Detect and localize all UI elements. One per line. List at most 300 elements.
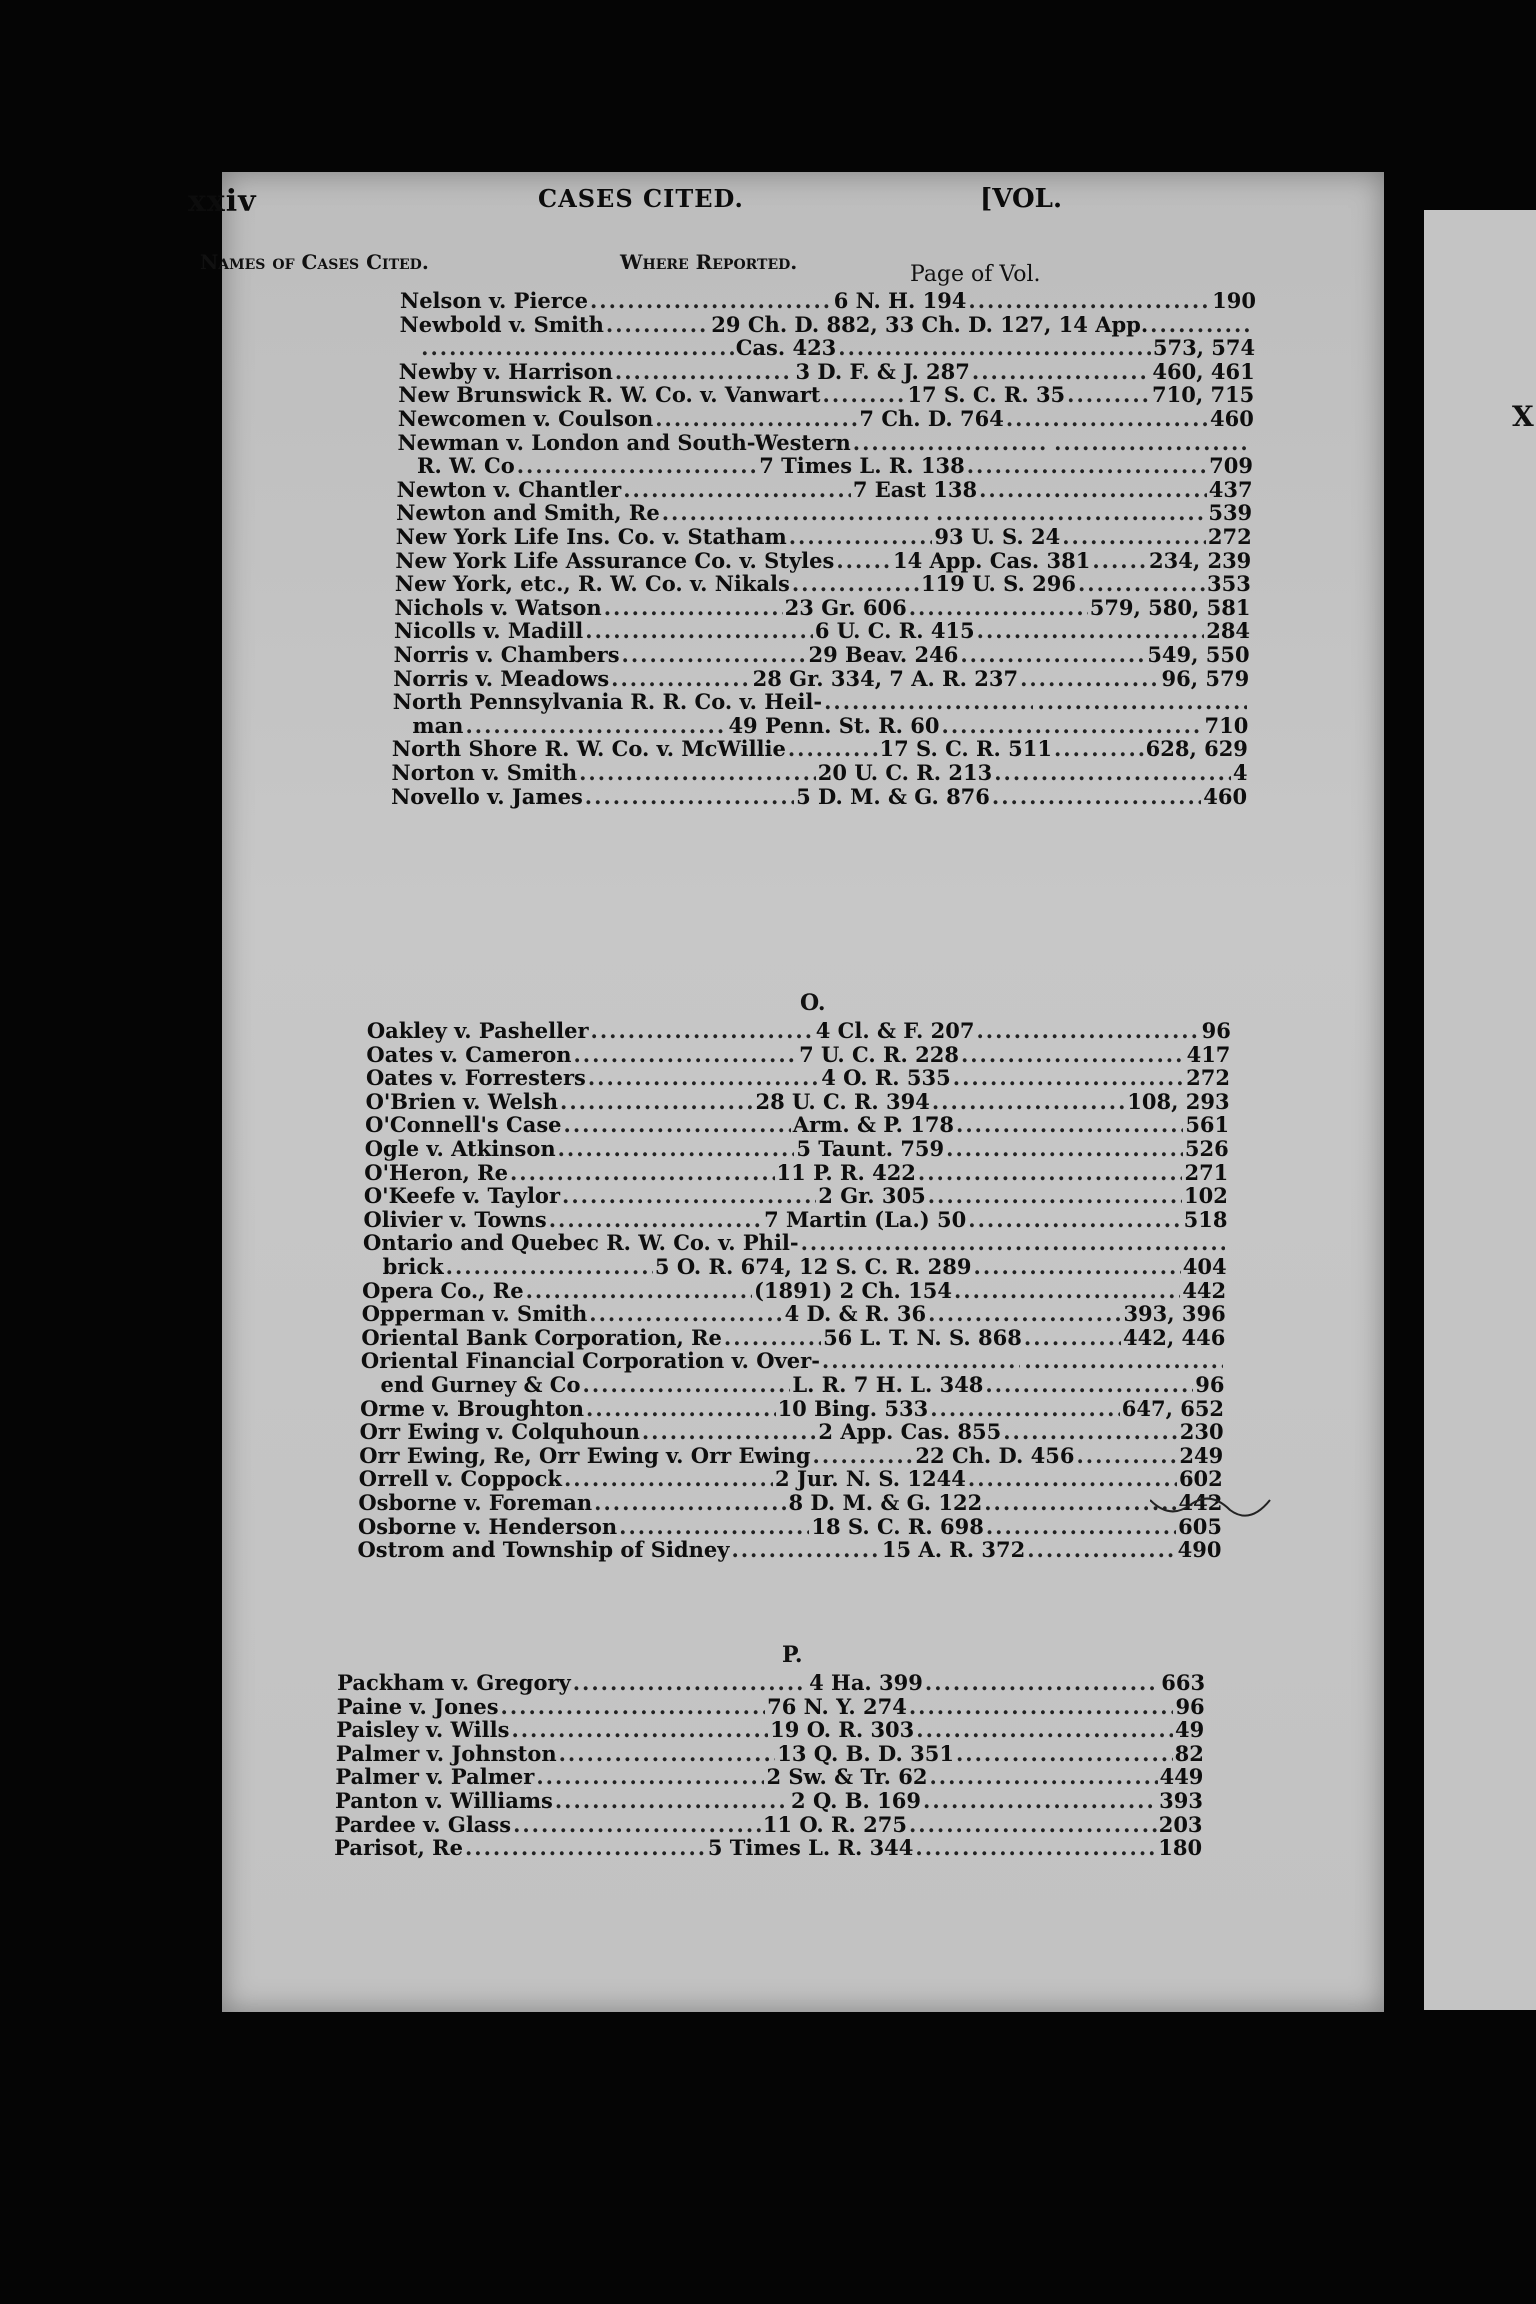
case-name: New York, etc., R. W. Co. v. Nikals [394, 571, 790, 597]
case-name: Newbold v. Smith [399, 311, 604, 337]
leader-dots [564, 1466, 773, 1491]
leader-dots [559, 1741, 776, 1766]
leader-dots [1027, 1537, 1175, 1562]
case-reference: 15 A. R. 372 [881, 1537, 1026, 1563]
leader-dots [968, 1466, 1177, 1491]
leader-dots [1054, 736, 1144, 761]
case-reference: 2 Sw. & Tr. 62 [766, 1764, 928, 1790]
leader-dots [583, 1372, 791, 1397]
leader-dots [801, 1230, 1011, 1255]
case-reference-continued: Cas. 423 [735, 335, 837, 361]
case-entry-row [337, 1694, 1205, 1718]
case-reference-continued: 7 Times L. R. 138 [759, 453, 965, 479]
case-entry-row [362, 1278, 1226, 1302]
case-name: Packham v. Gregory [337, 1670, 571, 1695]
case-page-number: 460 [1210, 406, 1254, 431]
case-name: Newby v. Harrison [398, 358, 613, 384]
case-entry-row [400, 312, 1256, 336]
case-reference: 17 S. C. R. 511 [879, 736, 1052, 762]
case-page-number: 96 [1175, 1693, 1205, 1719]
case-name: Paine v. Jones [336, 1693, 499, 1719]
case-entry-row [397, 430, 1253, 454]
case-name: O'Brien v. Welsh [365, 1088, 559, 1114]
case-page-number: 82 [1174, 1740, 1204, 1766]
case-page-number: 561 [1185, 1112, 1230, 1138]
leader-dots [465, 713, 726, 738]
case-reference: 4 Ha. 399 [809, 1670, 923, 1695]
leader-dots [1024, 1348, 1222, 1373]
leader-dots [558, 1136, 795, 1161]
leader-dots [662, 500, 932, 525]
leader-dots [604, 595, 783, 620]
leader-dots [985, 1372, 1193, 1397]
section-letter: P. [782, 1642, 803, 1668]
case-entry-row [397, 477, 1253, 501]
case-entry-row [336, 1741, 1204, 1765]
leader-dots [968, 288, 1210, 313]
case-name: Osborne v. Foreman [358, 1490, 593, 1515]
case-reference: 20 U. C. R. 213 [817, 760, 993, 785]
leader-dots [536, 1764, 764, 1789]
case-name: Olivier v. Towns [363, 1206, 547, 1232]
leader-dots [623, 477, 851, 502]
column-header-page: Page of Vol. [910, 262, 1041, 287]
case-reference: 29 Beav. 246 [808, 642, 959, 667]
case-entry-row [398, 382, 1254, 406]
leader-dots [972, 359, 1151, 384]
case-name: Panton v. Williams [335, 1788, 553, 1813]
leader-dots [853, 430, 1050, 455]
case-entry-continuation [383, 1254, 1227, 1278]
leader-dots [446, 1254, 653, 1279]
case-entry-row [358, 1490, 1222, 1514]
leader-dots [824, 689, 1033, 714]
leader-dots [928, 1183, 1182, 1208]
case-entry-row [361, 1325, 1225, 1349]
leader-dots [956, 1741, 1173, 1766]
leader-dots [585, 618, 813, 643]
leader-dots [615, 359, 794, 384]
case-entry-row [335, 1812, 1203, 1836]
case-name: Newton v. Chantler [396, 476, 622, 502]
case-reference: 5 D. M. & G. 876 [796, 783, 990, 809]
case-entry-row [366, 1089, 1230, 1113]
leader-dots [977, 618, 1205, 643]
case-entry-row [367, 1018, 1231, 1042]
case-name-continued: end Gurney & Co [380, 1372, 581, 1397]
leader-dots [590, 288, 832, 313]
case-entry-row [359, 1466, 1223, 1490]
case-page-number: 353 [1207, 571, 1251, 597]
case-name: Parisot, Re [334, 1835, 463, 1861]
pencil-scribble [1150, 1480, 1330, 1540]
leader-dots [1037, 689, 1246, 714]
case-name: Oriental Bank Corporation, Re [361, 1324, 722, 1350]
case-name: O'Keefe v. Taylor [363, 1183, 561, 1209]
case-entry-row [335, 1788, 1203, 1812]
leader-dots [956, 1112, 1183, 1137]
case-name: Opperman v. Smith [361, 1301, 588, 1327]
leader-dots [526, 1278, 752, 1303]
facing-page-header: X [1512, 400, 1534, 433]
section-letter: O. [800, 990, 826, 1016]
case-entry-row [358, 1537, 1222, 1561]
case-page-number: 417 [1186, 1041, 1231, 1067]
column-header-names: Names of Cases Cited. [200, 250, 429, 274]
case-page-number: 549, 550 [1147, 642, 1250, 667]
case-reference: 2 Jur. N. S. 1244 [775, 1466, 966, 1492]
case-reference: 76 N. Y. 274 [767, 1693, 907, 1719]
case-entry-row [395, 571, 1251, 595]
leader-dots [925, 1670, 1159, 1695]
leader-dots [967, 453, 1207, 478]
case-reference: 2 Gr. 305 [818, 1183, 926, 1209]
case-reference: 22 Ch. D. 456 [915, 1442, 1075, 1468]
leader-dots [564, 1112, 791, 1137]
leader-dots [1006, 406, 1208, 431]
case-page-number: 284 [1206, 618, 1251, 644]
case-name: Ontario and Quebec R. W. Co. v. Phil- [363, 1230, 799, 1256]
case-reference: 7 Martin (La.) 50 [764, 1206, 967, 1232]
case-page-number: 4 [1232, 760, 1248, 785]
case-name: Nelson v. Pierce [400, 288, 588, 313]
leader-dots [923, 1788, 1157, 1813]
case-entry-row [362, 1301, 1226, 1325]
case-entry-continuation [412, 713, 1248, 737]
case-reference: 18 S. C. R. 698 [811, 1513, 984, 1539]
case-reference: 23 Gr. 606 [784, 594, 907, 620]
case-page-number: 449 [1159, 1764, 1204, 1790]
leader-dots [918, 1160, 1183, 1185]
leader-dots [642, 1419, 817, 1444]
leader-dots [936, 500, 1206, 525]
leader-dots [928, 1301, 1121, 1326]
leader-dots [1015, 1230, 1225, 1255]
case-page-number-continued: 710 [1204, 712, 1249, 738]
case-entry-row [366, 1065, 1230, 1089]
leader-dots [909, 595, 1088, 620]
case-name: Palmer v. Palmer [335, 1764, 535, 1790]
case-page-number: 442, 446 [1123, 1324, 1226, 1350]
case-reference: 11 O. R. 275 [762, 1811, 907, 1837]
case-reference: 11 P. R. 422 [776, 1159, 916, 1185]
case-entry-row [363, 1207, 1227, 1231]
case-page-number: 647, 652 [1121, 1395, 1225, 1421]
leader-dots [930, 1396, 1120, 1421]
case-name: Novello v. James [391, 783, 583, 809]
case-reference: 4 Cl. & F. 207 [815, 1018, 975, 1043]
case-reference: 56 L. T. N. S. 868 [823, 1324, 1022, 1350]
case-entry-row [393, 689, 1249, 713]
case-page-number: 96 [1201, 1018, 1231, 1043]
case-page-number: 203 [1158, 1811, 1203, 1837]
case-page-number: 190 [1212, 288, 1256, 313]
case-page-number: 710, 715 [1151, 382, 1255, 408]
case-name: Orme v. Broughton [360, 1395, 585, 1421]
leader-dots [591, 1018, 814, 1043]
case-name: Newman v. London and South-Western [397, 429, 851, 455]
case-reference: 29 Ch. D. 882, 33 Ch. D. 127, 14 App. [711, 311, 1149, 337]
case-entry-row [398, 406, 1254, 430]
leader-dots [517, 453, 757, 478]
case-entry-row [392, 760, 1248, 784]
leader-dots [822, 1348, 1020, 1373]
case-entry-row [364, 1160, 1228, 1184]
case-entry-row [396, 524, 1252, 548]
case-page-number: 272 [1207, 524, 1252, 549]
leader-dots [573, 1042, 797, 1067]
leader-dots [606, 312, 709, 337]
leader-dots [961, 1042, 1185, 1067]
case-page-number: 526 [1184, 1136, 1229, 1161]
leader-dots [586, 1396, 776, 1421]
leader-dots [724, 1325, 821, 1350]
case-entry-row [399, 359, 1255, 383]
case-entry-row [400, 288, 1256, 312]
case-reference: 4 O. R. 535 [821, 1065, 951, 1091]
leader-dots [589, 1301, 782, 1326]
leader-dots [838, 335, 1151, 360]
case-page-number: 442 [1178, 1490, 1223, 1515]
case-entry-row [336, 1717, 1204, 1741]
case-entry-continuation [417, 453, 1253, 477]
case-reference: 93 U. S. 24 [934, 524, 1061, 549]
case-reference: 14 App. Cas. 381 [892, 547, 1091, 573]
case-page-number-continued: 404 [1182, 1254, 1227, 1279]
case-name: Ostrom and Township of Sidney [357, 1537, 730, 1563]
case-name: New Brunswick R. W. Co. v. Vanwart [398, 382, 821, 408]
leader-dots [511, 1717, 768, 1742]
case-page-number: 579, 580, 581 [1089, 594, 1251, 620]
case-page-number-continued: 573, 574 [1152, 335, 1256, 361]
case-name: O'Heron, Re [364, 1159, 508, 1185]
case-name: Opera Co., Re [362, 1277, 524, 1303]
case-name-continued: man [412, 712, 464, 738]
case-page-number: 393 [1159, 1788, 1203, 1813]
case-name: Newcomen v. Coulson [397, 406, 654, 431]
case-reference: 3 D. F. & J. 287 [795, 358, 970, 384]
case-entry-row [365, 1136, 1229, 1160]
case-page-number: 271 [1184, 1159, 1229, 1185]
case-page-number: 249 [1179, 1442, 1224, 1468]
case-name: Pardee v. Glass [334, 1811, 512, 1837]
leader-dots [932, 1089, 1125, 1114]
case-name: Osborne v. Henderson [357, 1513, 618, 1539]
leader-dots [555, 1788, 789, 1813]
case-page-number: 605 [1178, 1513, 1222, 1539]
case-page-number: 96, 579 [1161, 665, 1250, 691]
leader-dots [611, 666, 750, 691]
leader-dots [942, 713, 1203, 738]
leader-dots [823, 382, 906, 407]
case-page-number: 602 [1178, 1466, 1223, 1492]
case-reference: 5 Taunt. 759 [796, 1136, 945, 1161]
case-entry-row [392, 736, 1248, 760]
leader-dots [909, 1694, 1174, 1719]
case-page-number: 272 [1186, 1065, 1230, 1091]
case-reference-continued: 49 Penn. St. R. 60 [728, 712, 940, 738]
case-page-number: 518 [1183, 1206, 1228, 1232]
case-reference: 19 O. R. 303 [770, 1717, 915, 1743]
leader-dots [619, 1514, 809, 1539]
case-name: Orr Ewing v. Colquhoun [359, 1419, 640, 1445]
case-name: Nicolls v. Madill [394, 618, 584, 644]
case-name: Norris v. Chambers [393, 642, 620, 667]
case-entry-row [394, 618, 1250, 642]
case-name: North Pennsylvania R. R. Co. v. Heil- [392, 689, 823, 715]
case-entry-row [335, 1764, 1203, 1788]
leader-dots [792, 571, 919, 596]
case-page-number-continued: 96 [1195, 1372, 1225, 1397]
case-entry-row [334, 1835, 1202, 1859]
leader-dots [946, 1136, 1183, 1161]
leader-dots [622, 642, 807, 667]
leader-dots [1092, 548, 1147, 573]
leader-dots [1076, 1443, 1177, 1468]
case-name-continued: R. W. Co [417, 453, 515, 479]
leader-dots [1020, 666, 1159, 691]
page-title: CASES CITED. [538, 184, 744, 213]
case-reference: Arm. & P. 178 [792, 1112, 955, 1138]
case-entry-row [396, 500, 1252, 524]
case-reference: 13 Q. B. D. 351 [777, 1740, 954, 1766]
leader-dots [465, 1835, 706, 1860]
case-reference-continued: L. R. 7 H. L. 348 [792, 1372, 984, 1397]
leader-dots [1067, 382, 1150, 407]
case-reference: 4 D. & R. 36 [784, 1301, 927, 1327]
case-page-number: 442 [1182, 1277, 1227, 1303]
case-entry-row [393, 666, 1249, 690]
leader-dots [655, 406, 857, 431]
case-page-number: 490 [1177, 1537, 1222, 1563]
case-entry-continuation [419, 335, 1255, 359]
case-entry-row [364, 1183, 1228, 1207]
case-name: Norris v. Meadows [393, 665, 610, 691]
leader-dots [984, 1490, 1176, 1515]
page-number: xxiv [188, 184, 257, 219]
leader-dots [789, 524, 933, 549]
case-name: Ogle v. Atkinson [364, 1136, 556, 1161]
case-name: Oriental Financial Corporation v. Over- [360, 1348, 820, 1374]
leader-dots [513, 1812, 761, 1837]
leader-dots [915, 1835, 1156, 1860]
case-entry-row [363, 1230, 1227, 1254]
column-header-reported: Where Reported. [620, 250, 798, 274]
case-page-number: 539 [1208, 500, 1253, 526]
case-entry-row [358, 1514, 1222, 1538]
case-page-number: 437 [1208, 476, 1253, 502]
leader-dots [929, 1764, 1157, 1789]
case-page-number: 180 [1158, 1835, 1203, 1861]
leader-dots [549, 1207, 762, 1232]
case-reference: 6 U. C. R. 415 [814, 618, 975, 644]
case-reference: 7 Ch. D. 764 [859, 406, 1004, 431]
case-page-number: 230 [1179, 1419, 1224, 1445]
case-page-number: 460, 461 [1152, 358, 1255, 384]
case-entry-row [395, 548, 1251, 572]
leader-dots [573, 1670, 807, 1695]
case-name: O'Connell's Case [365, 1112, 562, 1138]
leader-dots [992, 784, 1201, 809]
case-name-continued: brick [382, 1254, 444, 1279]
case-page-number: 663 [1161, 1670, 1206, 1695]
case-name: Palmer v. Johnston [335, 1740, 557, 1766]
case-name: Oates v. Forresters [366, 1065, 586, 1091]
case-entry-row [359, 1443, 1223, 1467]
leader-dots [813, 1443, 914, 1468]
case-reference: 28 U. C. R. 394 [755, 1088, 930, 1114]
case-name: Nichols v. Watson [394, 594, 602, 620]
case-name: New York Life Assurance Co. v. Styles [395, 547, 835, 573]
case-reference: 10 Bing. 533 [777, 1395, 929, 1421]
leader-dots [916, 1717, 1173, 1742]
case-reference: 5 Times L. R. 344 [707, 1835, 914, 1861]
case-page-number: 108, 293 [1127, 1088, 1230, 1114]
leader-dots [579, 760, 816, 785]
volume-label: [VOL. [980, 184, 1062, 214]
case-reference: 119 U. S. 296 [920, 571, 1076, 597]
case-entry-row [391, 784, 1247, 808]
leader-dots [986, 1514, 1176, 1539]
case-entry-continuation [380, 1372, 1224, 1396]
case-name: Oates v. Cameron [366, 1041, 572, 1067]
case-name: New York Life Ins. Co. v. Statham [395, 524, 787, 549]
case-entry-row [360, 1419, 1224, 1443]
leader-dots [836, 548, 891, 573]
leader-dots [788, 736, 878, 761]
case-page-number: 102 [1184, 1183, 1228, 1209]
leader-dots [1150, 312, 1253, 337]
case-reference: (1891) 2 Ch. 154 [753, 1277, 952, 1303]
case-reference: 28 Gr. 334, 7 A. R. 237 [752, 665, 1019, 691]
case-reference: 7 East 138 [852, 476, 978, 502]
case-page-number: 460 [1203, 783, 1248, 809]
leader-dots [909, 1812, 1157, 1837]
leader-dots [1024, 1325, 1121, 1350]
case-page-number-continued: 709 [1209, 453, 1254, 479]
case-entry-row [365, 1112, 1229, 1136]
case-name: North Shore R. W. Co. v. McWillie [391, 736, 786, 762]
case-page-number: 628, 629 [1145, 736, 1248, 762]
case-reference: 2 Q. B. 169 [791, 1788, 922, 1813]
leader-dots [501, 1694, 766, 1719]
leader-dots [560, 1089, 753, 1114]
case-page-number: 49 [1175, 1717, 1205, 1743]
case-name: Orrell v. Coppock [358, 1466, 562, 1492]
leader-dots [976, 1018, 1199, 1043]
leader-dots [954, 1278, 1180, 1303]
case-reference: 8 D. M. & G. 122 [788, 1490, 983, 1515]
leader-dots [968, 1207, 1181, 1232]
case-name: Oakley v. Pasheller [366, 1018, 589, 1043]
leader-dots [588, 1065, 819, 1090]
case-reference: 17 S. C. R. 35 [907, 382, 1066, 408]
case-name: Newton and Smith, Re [396, 500, 660, 526]
case-entry-row [394, 595, 1250, 619]
leader-dots [421, 335, 734, 360]
leader-dots [562, 1183, 816, 1208]
case-reference: 2 App. Cas. 855 [818, 1419, 1002, 1445]
case-reference: 7 U. C. R. 228 [799, 1041, 959, 1067]
case-page-number: 234, 239 [1149, 547, 1252, 573]
case-name: Norton v. Smith [391, 760, 578, 785]
leader-dots [585, 784, 794, 809]
case-name: Orr Ewing, Re, Orr Ewing v. Orr Ewing [359, 1442, 811, 1468]
case-entry-row [394, 642, 1250, 666]
leader-dots [974, 1254, 1181, 1279]
case-reference: 6 N. H. 194 [833, 288, 967, 313]
case-entry-row [366, 1042, 1230, 1066]
